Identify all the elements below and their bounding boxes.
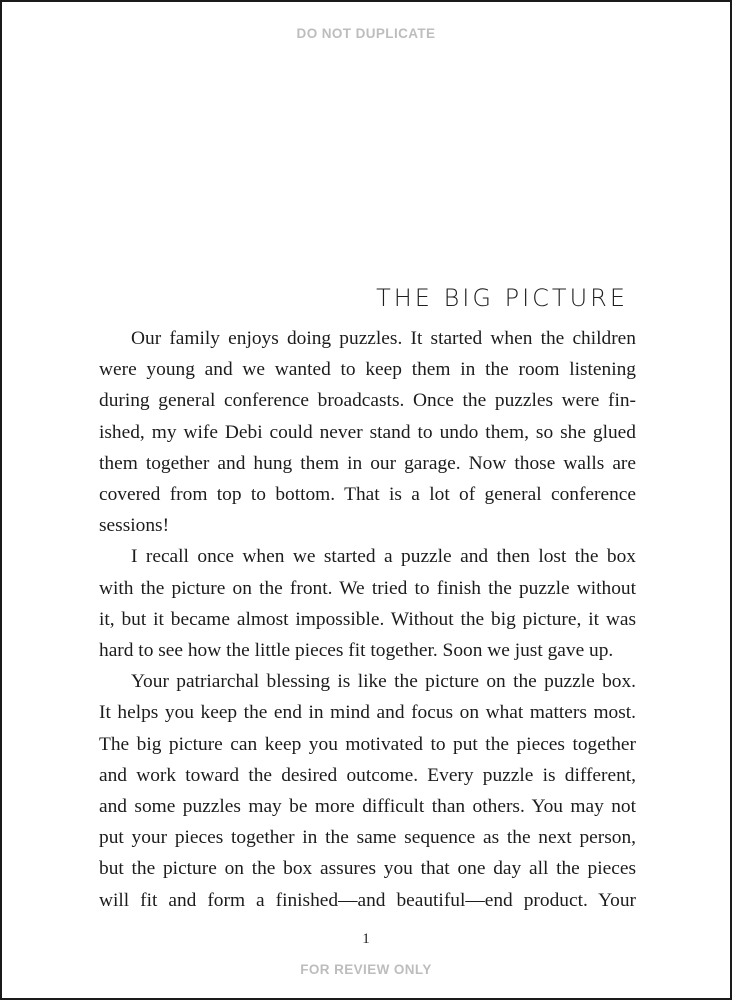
paragraph-2	[99, 541, 636, 666]
body-text	[99, 323, 636, 916]
text-line: The big picture can keep you motivated to put the pieces together	[99, 733, 636, 755]
text-line: Our family enjoys doing puzzles. It started when the children	[131, 328, 636, 349]
paragraph-1	[99, 323, 636, 541]
page-number: 1	[362, 931, 370, 947]
text-line: them together and hung them in our garage. Now those walls are	[99, 452, 636, 474]
text-line: will fit and form a finished—and beautiful—end product. Your	[99, 889, 636, 911]
text-line: put your pieces together in the same sequence as the next person,	[99, 827, 636, 849]
text-line: covered from top to bottom. That is a lot of general conference	[99, 484, 636, 506]
watermark-bottom: FOR REVIEW ONLY	[300, 962, 432, 977]
text-line: were young and we wanted to keep them in the room listening	[99, 359, 636, 381]
text-line: ished, my wife Debi could never stand to undo them, so she glued	[99, 421, 636, 443]
text-line: It helps you keep the end in mind and focus on what matters most.	[99, 702, 636, 724]
text-line: sessions!	[99, 515, 170, 537]
text-line: with the picture on the front. We tried to finish the puzzle without	[99, 577, 636, 599]
text-line: I recall once when we started a puzzle and then lost the box	[131, 546, 636, 568]
text-line: during general conference broadcasts. Once the puzzles were fin-	[99, 390, 636, 412]
text-line: and some puzzles may be more difficult than others. You may not	[99, 796, 636, 818]
text-line: Your patriarchal blessing is like the picture on the puzzle box.	[131, 671, 636, 693]
chapter-title: THE BIG PICTURE	[376, 284, 628, 312]
paragraph-3	[99, 666, 636, 916]
text-line: it, but it became almost impossible. Without the big picture, it was	[99, 608, 636, 630]
text-line: but the picture on the box assures you that one day all the pieces	[99, 858, 636, 880]
watermark-top: DO NOT DUPLICATE	[296, 26, 436, 41]
text-line: and work toward the desired outcome. Every puzzle is different,	[99, 764, 636, 786]
text-line: hard to see how the little pieces fit together. Soon we just gave up.	[99, 640, 614, 662]
